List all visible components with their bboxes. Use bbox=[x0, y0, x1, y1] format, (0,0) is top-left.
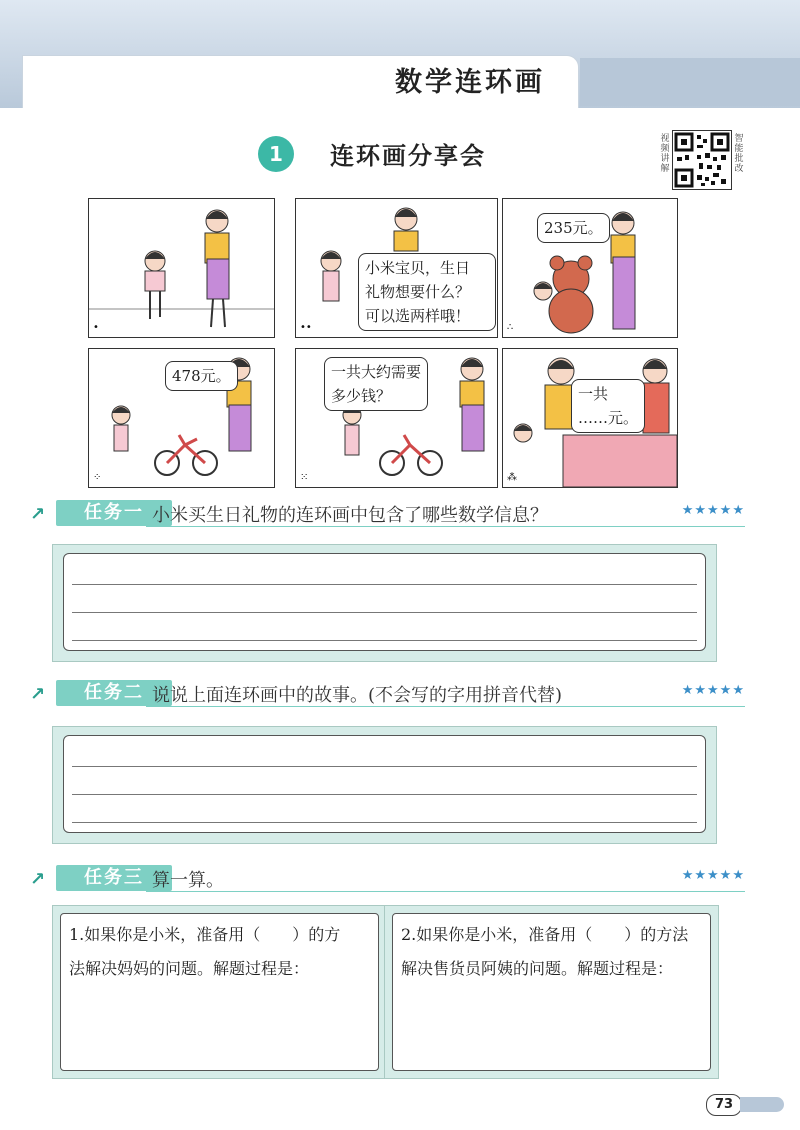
qr-code-icon[interactable] bbox=[672, 130, 732, 190]
calc-prompt-line: 2.如果你是小米，准备用（ ）的方法 bbox=[401, 925, 689, 944]
calc-answer-area[interactable] bbox=[392, 913, 711, 1071]
bubble-line: 一共 bbox=[578, 385, 609, 403]
bubble-line: 小米宝贝，生日 bbox=[365, 259, 471, 277]
calc-box-2 bbox=[384, 905, 719, 1079]
calc-prompt-line: 法解决妈妈的问题。解题过程是： bbox=[69, 959, 310, 978]
writing-line bbox=[72, 766, 697, 767]
task-3-header bbox=[30, 865, 745, 893]
speech-bubble bbox=[571, 379, 645, 433]
answer-box-2 bbox=[52, 726, 717, 844]
writing-line bbox=[72, 612, 697, 613]
task-question: 小米买生日礼物的连环画中包含了哪些数学信息？ bbox=[152, 505, 548, 526]
arrow-icon: ↗ bbox=[30, 504, 46, 525]
task-label: 任务二 bbox=[56, 680, 172, 706]
bubble-line: 一共大约需要 bbox=[331, 363, 422, 381]
writing-line bbox=[72, 584, 697, 585]
price-bubble: 235元。 bbox=[537, 213, 610, 243]
divider bbox=[146, 891, 745, 892]
bubble-line: 多少钱？ bbox=[331, 387, 392, 405]
answer-writing-area[interactable] bbox=[63, 735, 706, 833]
writing-line bbox=[72, 794, 697, 795]
writing-line bbox=[72, 640, 697, 641]
page-number-bar bbox=[740, 1097, 784, 1112]
star-rating-icon: ★★★★★ bbox=[681, 683, 745, 698]
task-question: 说说上面连环画中的故事。(不会写的字用拼音代替) bbox=[152, 685, 563, 706]
section-number-badge: 1 bbox=[258, 136, 294, 172]
mother-and-girl-illustration bbox=[89, 199, 274, 337]
answer-writing-area[interactable] bbox=[63, 553, 706, 651]
panel-index-dots: • bbox=[93, 322, 99, 333]
calc-prompt-line: 解决售货员阿姨的问题。解题过程是： bbox=[401, 959, 674, 978]
arrow-icon: ↗ bbox=[30, 869, 46, 890]
task-label: 任务一 bbox=[56, 500, 172, 526]
divider bbox=[146, 706, 745, 707]
comic-panel-4 bbox=[88, 348, 275, 488]
bubble-line: ……元。 bbox=[578, 409, 639, 427]
qr-left-label: 视频讲解 bbox=[660, 134, 670, 174]
price-bubble: 478元。 bbox=[165, 361, 238, 391]
task-question: 算一算。 bbox=[152, 870, 224, 891]
arrow-icon: ↗ bbox=[30, 684, 46, 705]
task-1-header bbox=[30, 500, 745, 528]
panel-index-dots: ⁙ bbox=[300, 472, 309, 483]
comic-panel-6 bbox=[502, 348, 678, 488]
calc-box-1 bbox=[52, 905, 387, 1079]
panel-index-dots: •• bbox=[300, 322, 312, 333]
answer-box-1 bbox=[52, 544, 717, 662]
panel-index-dots: ⁂ bbox=[507, 472, 517, 483]
comic-panel-5 bbox=[295, 348, 498, 488]
star-rating-icon: ★★★★★ bbox=[681, 503, 745, 518]
page-number: 73 bbox=[706, 1094, 742, 1116]
speech-bubble bbox=[358, 253, 496, 331]
comic-panel-3 bbox=[502, 198, 678, 338]
bubble-line: 礼物想要什么？ bbox=[365, 283, 471, 301]
section-title: 连环画分享会 bbox=[330, 142, 486, 170]
speech-bubble bbox=[324, 357, 428, 411]
panel-index-dots: ⁘ bbox=[93, 472, 102, 483]
divider bbox=[146, 526, 745, 527]
star-rating-icon: ★★★★★ bbox=[681, 868, 745, 883]
writing-line bbox=[72, 822, 697, 823]
task-2-header bbox=[30, 680, 745, 708]
qr-right-label: 智能批改 bbox=[734, 134, 744, 174]
header-tab-right bbox=[580, 58, 800, 106]
calc-answer-area[interactable] bbox=[60, 913, 379, 1071]
comic-panel-1 bbox=[88, 198, 275, 338]
panel-index-dots: ∴ bbox=[507, 322, 514, 333]
calc-prompt-line: 1.如果你是小米，准备用（ ）的方 bbox=[69, 925, 341, 944]
comic-panel-2 bbox=[295, 198, 498, 338]
bubble-line: 可以选两样哦！ bbox=[365, 307, 471, 325]
page-title: 数学连环画 bbox=[395, 67, 545, 98]
task-label: 任务三 bbox=[56, 865, 172, 891]
